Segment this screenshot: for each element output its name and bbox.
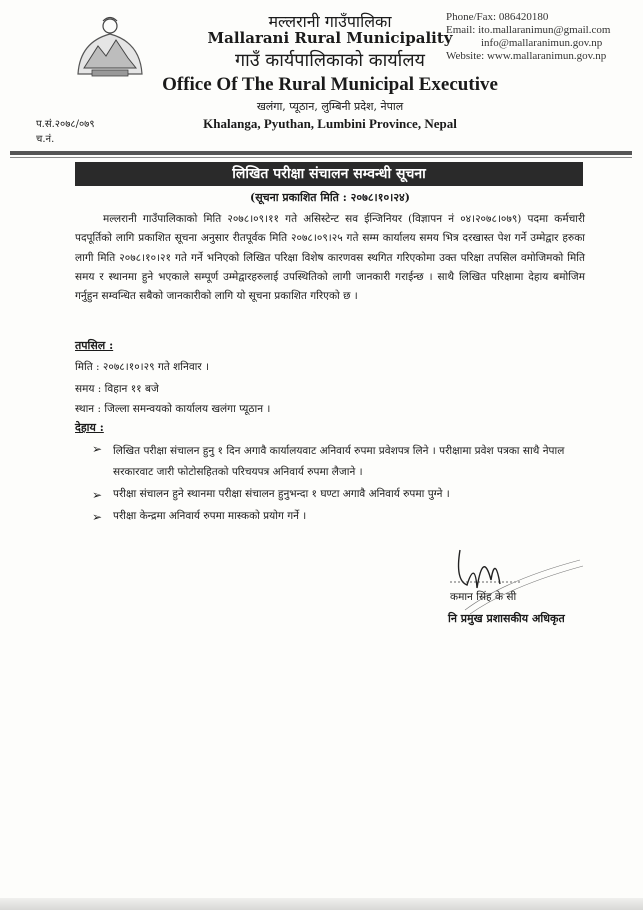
arrow-bullet-icon: ➢: [92, 442, 103, 456]
instruction-item: परीक्षा संचालन हुने स्थानमा परीक्षा संचालन हुनुभन्दा १ घण्टा अगावै अनिवार्य रुपमा पुग्ने ।: [113, 488, 450, 500]
instruction-item: परीक्षा केन्द्रमा अनिवार्य रुपमा मास्कको प्रयोग गर्ने ।: [113, 510, 307, 522]
arrow-bullet-icon: ➢: [92, 488, 103, 502]
email-primary: Email: ito.mallaranimun@gmail.com: [446, 24, 611, 36]
signature-stamp-icon: [445, 540, 585, 620]
exam-time: समय : विहान ११ बजे: [75, 383, 159, 395]
dispatch-number: च.नं.: [36, 134, 55, 145]
nepal-emblem-icon: [70, 12, 150, 82]
page-bottom-edge: [0, 898, 643, 910]
instructions-heading: देहाय :: [75, 421, 104, 434]
exam-venue: स्थान : जिल्ला समन्वयको कार्यालय खलंगा प्यूठान ।: [75, 403, 271, 415]
municipality-name-nepali: मल्लरानी गाउँपालिका: [268, 12, 392, 31]
signer-name: कमान सिंह के सी: [450, 591, 517, 603]
instruction-item: लिखित परीक्षा संचालन हुनु १ दिन अगावै कार्यालयवाट अनिवार्य रुपमा प्रवेशपत्र लिने । परीक्षामा प्रवेश पत्रका साथै नेपाल सरकारवाट जारी फोटोसहितको परिचयपत्र अनिवार्य रुपमा लैजाने ।: [113, 445, 565, 478]
notice-body: मल्लरानी गाउँपालिकाको मिति २०७८।०९।११ गते असिस्टेन्ट सव ईन्जिनियर (विज्ञापन नं ०४।२०७८।०७९) पदमा कर्मचारी पदपूर्तिको लागि प्रकाशित सूचना अनुसार रीतपूर्वक मिति २०७८।०९।२५ गते सम्म कार्यालय समय भित्र दरखास्त पेश गर्ने उम्मेद्वार हरुका लागी मिति २०७८।१०।२१ गते गर्ने भनिएको लिखित परिक्षा विशेष कारणवस स्थगित गरिएकोमा उक्त परिक्षा तपसिल वमोजिमको मिति समय र स्थानमा हुने भएकाले सम्पूर्ण उम्मेद्वारहरुलाई उपस्थितिको लागी जानकारी गराईन्छ । साथै लिखित परिक्षामा देहाय बमोजिम गर्नुहुन सम्वन्धित सबैको जानकारीको लागि यो सूचना प्रकाशित गरिएको छ ।: [75, 213, 585, 303]
header-divider-thin: [10, 157, 632, 158]
header-divider: [10, 151, 632, 155]
address-english: Khalanga, Pyuthan, Lumbini Province, Nepal: [203, 116, 457, 131]
schedule-heading: तपसिल :: [75, 339, 114, 352]
notice-title: लिखित परीक्षा संचालन सम्वन्धी सूचना: [75, 162, 583, 186]
address-nepali: खलंगा, प्यूठान, लुम्बिनी प्रदेश, नेपाल: [256, 100, 404, 113]
arrow-bullet-icon: ➢: [92, 510, 103, 524]
exam-date: मिति : २०७८।१०।२९ गते शनिवार ।: [75, 361, 209, 373]
office-name-english: Office Of The Rural Municipal Executive: [162, 74, 498, 95]
phone-fax: Phone/Fax: 086420180: [446, 11, 549, 23]
publication-date: (सूचना प्रकाशित मिति : २०७८।१०।२४): [250, 191, 410, 204]
signer-title: नि प्रमुख प्रशासकीय अधिकृत: [448, 612, 565, 625]
contact-block: [446, 11, 641, 63]
office-name-nepali: गाउँ कार्यपालिकाको कार्यालय: [235, 50, 425, 71]
municipality-name-english: Mallarani Rural Municipality: [207, 29, 453, 47]
website: Website: www.mallaranimun.gov.np: [446, 50, 607, 62]
reference-number: प.सं.२०७८/०७९: [36, 119, 95, 130]
email-secondary: info@mallaranimun.gov.np: [481, 37, 603, 49]
